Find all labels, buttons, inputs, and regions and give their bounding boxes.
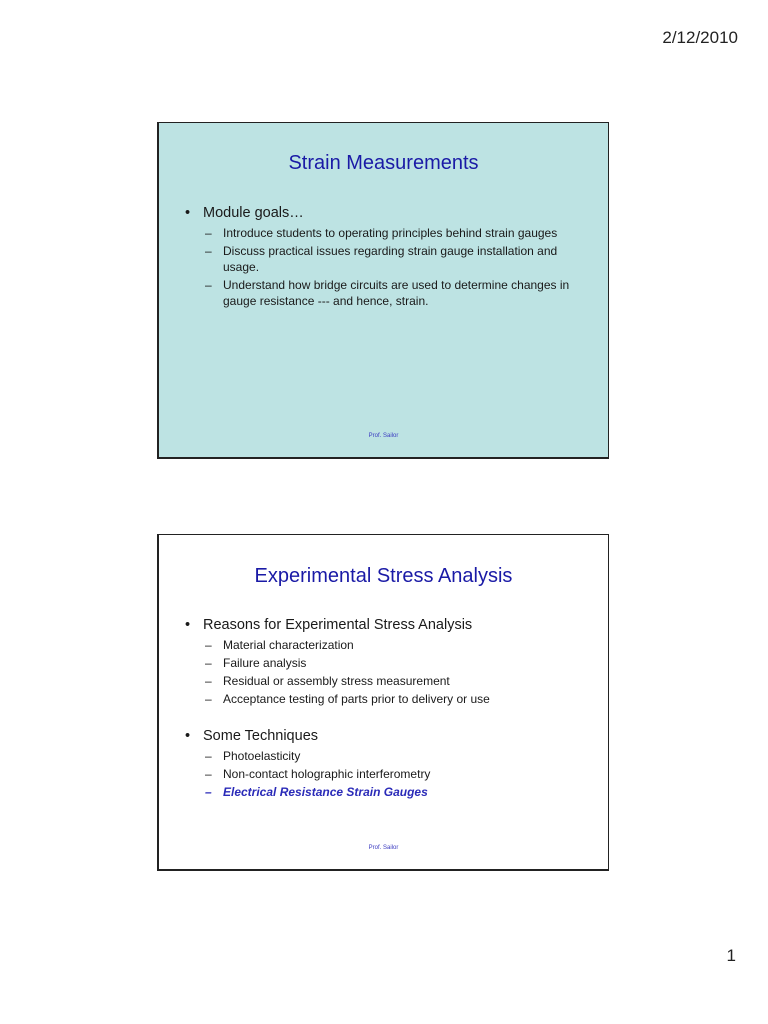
dash-icon: – [205,278,212,292]
sub-item-text: Discuss practical issues regarding strain gauge installation and usage. [223,244,558,274]
sub-item [205,655,588,671]
sub-item-highlighted [205,784,588,800]
dash-icon: – [205,674,212,688]
dash-icon: – [205,656,212,670]
slide-title: Strain Measurements [288,152,479,174]
sub-list [205,225,588,309]
dash-icon: – [205,785,212,799]
group-spacer [185,709,588,727]
bullet-text: Reasons for Experimental Stress Analysis [203,617,473,633]
sub-item [205,691,588,707]
bullet-some-techniques [185,727,588,745]
sub-list [205,748,588,800]
bullet-dot-icon: • [185,728,191,744]
sub-item [205,766,588,782]
sub-item [205,637,588,653]
sub-item-text: Failure analysis [223,656,307,670]
sub-item-text: Introduce students to operating principles behind strain gauges [223,226,558,240]
slide-body [185,204,588,311]
dash-icon: – [205,244,212,258]
sub-item [205,673,588,689]
slide-footer: Prof. Sailor [368,845,399,851]
sub-item-text: Material characterization [223,638,354,652]
sub-item [205,243,588,275]
sub-list [205,637,588,707]
sub-item [205,748,588,764]
slide-footer: Prof. Sailor [368,433,399,439]
sub-item-text: Non-contact holographic interferometry [223,767,431,781]
bullet-dot-icon: • [185,617,191,633]
bullet-reasons [185,616,588,634]
bullet-dot-icon: • [185,205,191,221]
dash-icon: – [205,692,212,706]
sub-item-text: Residual or assembly stress measurement [223,674,450,688]
sub-item [205,225,588,241]
slide-body [185,616,588,802]
dash-icon: – [205,749,212,763]
bullet-module-goals [185,204,588,222]
sub-item-text: Understand how bridge circuits are used to determine changes in gauge resistance --- and hence, strain. [223,278,570,308]
sub-item-text: Acceptance testing of parts prior to delivery or use [223,692,490,706]
bullet-text: Module goals… [203,205,304,221]
slide-experimental-stress-analysis [157,534,609,871]
page-number: 1 [726,946,736,965]
sub-item [205,277,588,309]
slide-title: Experimental Stress Analysis [254,565,513,587]
page-date: 2/12/2010 [662,28,738,47]
slide-strain-measurements [157,122,609,459]
dash-icon: – [205,767,212,781]
dash-icon: – [205,638,212,652]
dash-icon: – [205,226,212,240]
bullet-text: Some Techniques [203,728,319,744]
sub-item-text: Photoelasticity [223,749,301,763]
sub-item-text: Electrical Resistance Strain Gauges [223,785,428,799]
